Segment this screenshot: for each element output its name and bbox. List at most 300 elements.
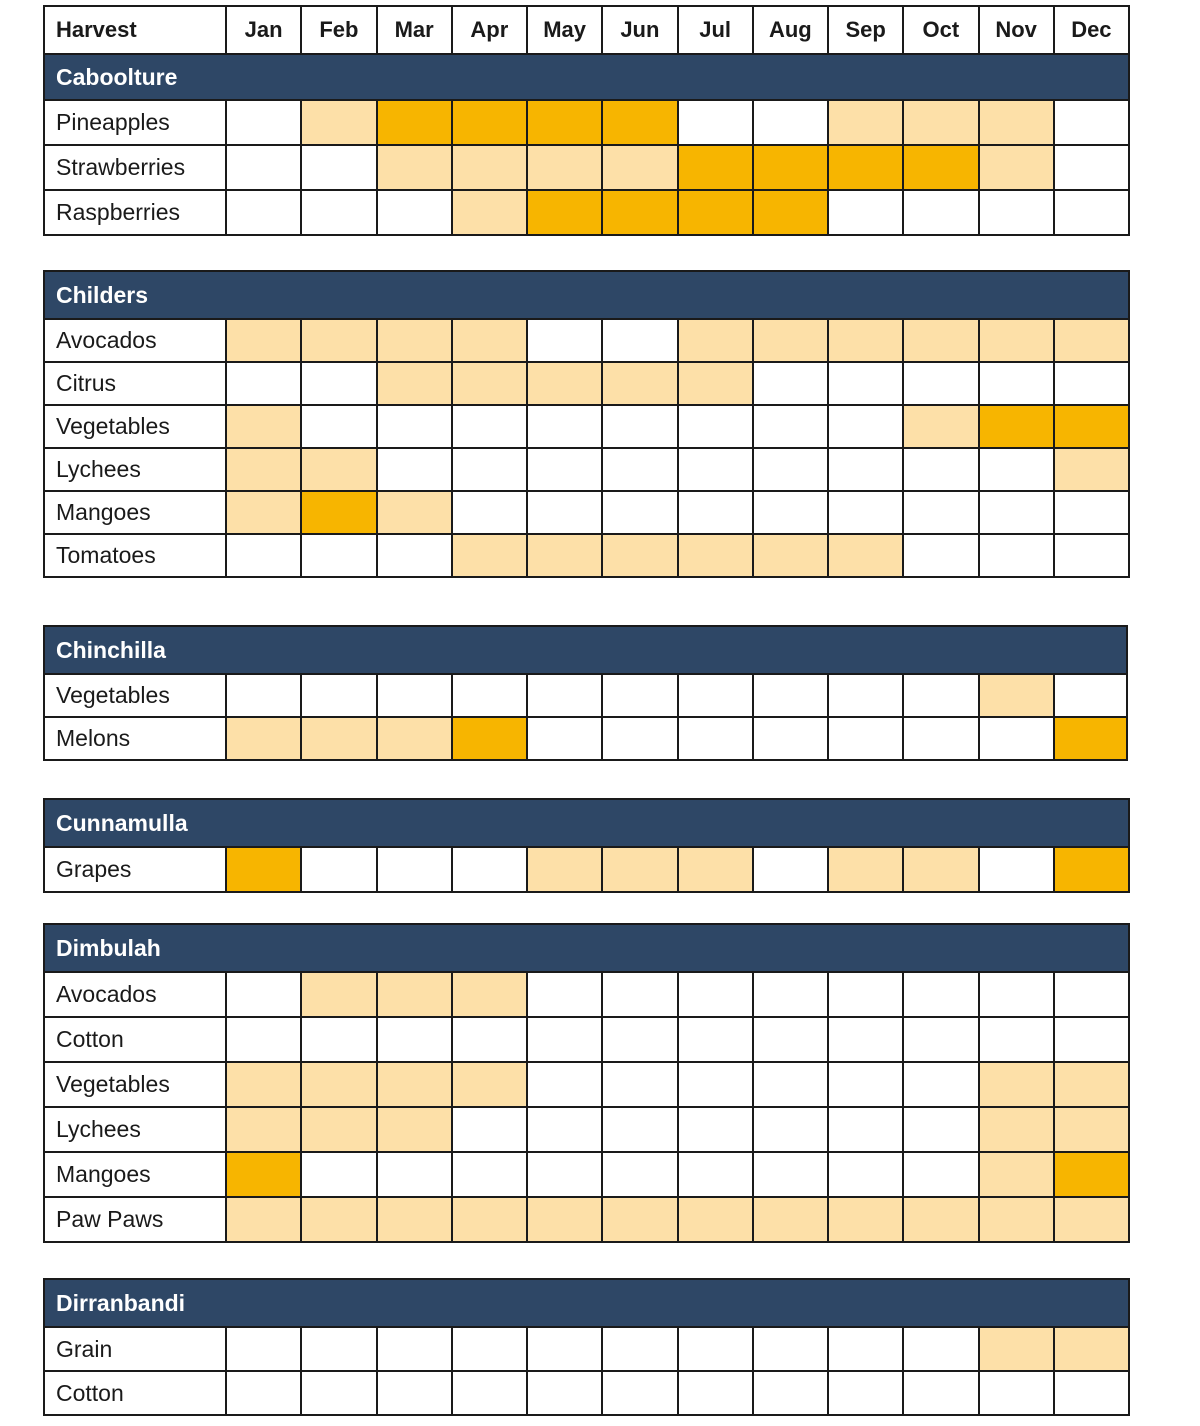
harvest-cell-jun-none [601, 973, 676, 1016]
harvest-cell-jan-light [225, 320, 300, 361]
harvest-cell-apr-light [451, 535, 526, 576]
harvest-cell-jul-none [677, 1063, 752, 1106]
harvest-cell-jun-light [601, 535, 676, 576]
harvest-cell-nov-peak [978, 406, 1053, 447]
harvest-cell-oct-light [902, 320, 977, 361]
region-title: Cunnamulla [45, 800, 1128, 846]
harvest-cell-aug-none [752, 675, 827, 716]
harvest-cell-apr-light [451, 146, 526, 189]
region-block-caboolture [43, 5, 1130, 236]
harvest-cell-jun-light [601, 848, 676, 891]
harvest-cell-oct-none [902, 1372, 977, 1414]
harvest-cell-apr-light [451, 363, 526, 404]
region-block-chinchilla [43, 625, 1128, 761]
month-header-aug: Aug [752, 7, 827, 53]
crop-row [45, 673, 1126, 716]
harvest-cell-oct-none [902, 535, 977, 576]
harvest-cell-dec-none [1053, 146, 1128, 189]
harvest-cell-apr-light [451, 1198, 526, 1241]
harvest-cell-feb-light [300, 101, 375, 144]
harvest-cell-apr-none [451, 1372, 526, 1414]
harvest-cell-apr-light [451, 973, 526, 1016]
harvest-cell-jun-none [601, 449, 676, 490]
harvest-cell-may-none [526, 1328, 601, 1370]
harvest-cell-aug-light [752, 320, 827, 361]
harvest-cell-may-none [526, 1063, 601, 1106]
harvest-cell-sep-none [827, 449, 902, 490]
region-title: Caboolture [45, 53, 1128, 99]
crop-row [45, 716, 1126, 759]
harvest-cell-jun-none [601, 1372, 676, 1414]
harvest-cell-feb-light [300, 718, 375, 759]
harvest-cell-aug-none [752, 1372, 827, 1414]
harvest-cell-nov-none [978, 191, 1053, 234]
harvest-cell-nov-light [978, 320, 1053, 361]
region-block-dirranbandi [43, 1278, 1130, 1416]
month-header-dec: Dec [1053, 7, 1128, 53]
harvest-cell-sep-none [827, 492, 902, 533]
harvest-cell-dec-none [1053, 1018, 1128, 1061]
harvest-cell-apr-peak [451, 718, 526, 759]
harvest-cell-dec-none [1053, 101, 1128, 144]
harvest-cell-aug-none [752, 406, 827, 447]
harvest-cell-mar-light [376, 363, 451, 404]
harvest-cell-may-none [526, 1108, 601, 1151]
harvest-cell-may-peak [526, 191, 601, 234]
harvest-cell-nov-none [978, 363, 1053, 404]
crop-row [45, 490, 1128, 533]
month-header-jul: Jul [677, 7, 752, 53]
harvest-cell-jun-none [601, 1063, 676, 1106]
harvest-cell-jul-none [677, 1108, 752, 1151]
harvest-cell-sep-none [827, 718, 902, 759]
harvest-cell-sep-none [827, 1108, 902, 1151]
harvest-cell-jul-none [677, 101, 752, 144]
harvest-cell-dec-peak [1053, 1153, 1128, 1196]
harvest-cell-feb-none [300, 406, 375, 447]
crop-row [45, 447, 1128, 490]
harvest-cell-feb-peak [300, 492, 375, 533]
harvest-cell-oct-light [902, 848, 977, 891]
harvest-cell-jan-none [225, 535, 300, 576]
harvest-cell-jan-none [225, 1372, 300, 1414]
harvest-cell-jun-light [601, 1198, 676, 1241]
crop-name: Pineapples [56, 109, 170, 135]
harvest-cell-may-none [526, 406, 601, 447]
harvest-cell-sep-light [827, 1198, 902, 1241]
harvest-cell-sep-none [827, 406, 902, 447]
harvest-cell-jun-none [601, 1108, 676, 1151]
crop-name: Avocados [56, 327, 157, 353]
harvest-cell-sep-none [827, 191, 902, 234]
harvest-cell-oct-none [902, 1108, 977, 1151]
harvest-cell-apr-light [451, 1063, 526, 1106]
harvest-cell-jan-light [225, 1063, 300, 1106]
harvest-cell-mar-light [376, 718, 451, 759]
harvest-cell-aug-light [752, 535, 827, 576]
harvest-cell-oct-none [902, 1153, 977, 1196]
crop-row [45, 971, 1128, 1016]
harvest-cell-sep-none [827, 1328, 902, 1370]
harvest-cell-jul-none [677, 675, 752, 716]
region-title: Dimbulah [45, 925, 1128, 971]
harvest-cell-feb-none [300, 1018, 375, 1061]
crop-row [45, 533, 1128, 576]
crop-name: Tomatoes [56, 542, 156, 568]
crop-name: Strawberries [56, 154, 186, 180]
harvest-cell-mar-light [376, 492, 451, 533]
harvest-cell-oct-none [902, 675, 977, 716]
harvest-cell-sep-none [827, 973, 902, 1016]
header-row [45, 7, 1128, 53]
crop-row [45, 361, 1128, 404]
harvest-cell-mar-light [376, 1198, 451, 1241]
harvest-cell-sep-light [827, 535, 902, 576]
harvest-cell-feb-none [300, 146, 375, 189]
harvest-cell-nov-none [978, 492, 1053, 533]
harvest-cell-jan-none [225, 101, 300, 144]
harvest-cell-nov-none [978, 535, 1053, 576]
harvest-cell-feb-light [300, 973, 375, 1016]
crop-row [45, 144, 1128, 189]
harvest-cell-may-none [526, 449, 601, 490]
harvest-cell-apr-none [451, 1108, 526, 1151]
month-header-jun: Jun [601, 7, 676, 53]
harvest-cell-aug-none [752, 1153, 827, 1196]
crop-row [45, 1370, 1128, 1414]
harvest-cell-sep-peak [827, 146, 902, 189]
harvest-cell-jun-none [601, 1328, 676, 1370]
harvest-cell-mar-peak [376, 101, 451, 144]
harvest-cell-mar-none [376, 535, 451, 576]
harvest-cell-mar-none [376, 675, 451, 716]
harvest-cell-apr-none [451, 1153, 526, 1196]
harvest-cell-nov-none [978, 848, 1053, 891]
harvest-cell-nov-light [978, 101, 1053, 144]
harvest-cell-nov-light [978, 675, 1053, 716]
harvest-cell-oct-none [902, 492, 977, 533]
crop-row [45, 1016, 1128, 1061]
harvest-cell-sep-light [827, 101, 902, 144]
harvest-cell-aug-none [752, 492, 827, 533]
harvest-cell-aug-peak [752, 146, 827, 189]
harvest-cell-jul-light [677, 363, 752, 404]
month-header-mar: Mar [376, 7, 451, 53]
harvest-cell-jan-none [225, 973, 300, 1016]
harvest-cell-sep-light [827, 320, 902, 361]
harvest-column-header: Harvest [56, 17, 137, 42]
harvest-cell-jul-light [677, 1198, 752, 1241]
crop-row [45, 1061, 1128, 1106]
harvest-cell-jun-none [601, 492, 676, 533]
harvest-cell-jun-none [601, 1018, 676, 1061]
crop-name: Paw Paws [56, 1206, 164, 1232]
harvest-cell-dec-light [1053, 1108, 1128, 1151]
harvest-cell-may-none [526, 1372, 601, 1414]
harvest-cell-aug-none [752, 101, 827, 144]
crop-name: Lychees [56, 456, 141, 482]
harvest-cell-mar-none [376, 191, 451, 234]
harvest-cell-jul-light [677, 535, 752, 576]
harvest-cell-sep-none [827, 1018, 902, 1061]
harvest-cell-may-light [526, 848, 601, 891]
harvest-cell-dec-none [1053, 492, 1128, 533]
harvest-cell-aug-light [752, 1198, 827, 1241]
harvest-cell-dec-none [1053, 191, 1128, 234]
harvest-cell-jan-peak [225, 1153, 300, 1196]
harvest-cell-oct-light [902, 1198, 977, 1241]
harvest-cell-jul-none [677, 492, 752, 533]
harvest-cell-apr-peak [451, 101, 526, 144]
region-title: Childers [45, 272, 1128, 318]
harvest-cell-feb-none [300, 1153, 375, 1196]
harvest-cell-may-light [526, 146, 601, 189]
crop-row [45, 1106, 1128, 1151]
harvest-cell-mar-light [376, 1063, 451, 1106]
harvest-cell-apr-none [451, 848, 526, 891]
harvest-cell-jul-none [677, 1372, 752, 1414]
harvest-cell-may-peak [526, 101, 601, 144]
harvest-cell-nov-none [978, 1018, 1053, 1061]
harvest-cell-feb-none [300, 535, 375, 576]
crop-name: Cotton [56, 1026, 124, 1052]
region-block-cunnamulla [43, 798, 1130, 893]
harvest-cell-jun-none [601, 320, 676, 361]
harvest-cell-nov-none [978, 718, 1053, 759]
harvest-cell-apr-none [451, 449, 526, 490]
harvest-cell-jan-none [225, 1328, 300, 1370]
harvest-cell-apr-light [451, 191, 526, 234]
crop-name: Mangoes [56, 1161, 151, 1187]
harvest-cell-sep-none [827, 363, 902, 404]
harvest-cell-oct-none [902, 191, 977, 234]
harvest-cell-aug-none [752, 1108, 827, 1151]
harvest-cell-jun-peak [601, 101, 676, 144]
crop-row [45, 99, 1128, 144]
harvest-cell-dec-none [1053, 1372, 1128, 1414]
harvest-cell-jan-light [225, 406, 300, 447]
harvest-cell-mar-light [376, 973, 451, 1016]
harvest-cell-feb-none [300, 363, 375, 404]
harvest-cell-jan-none [225, 363, 300, 404]
harvest-cell-sep-none [827, 1153, 902, 1196]
harvest-cell-jul-peak [677, 191, 752, 234]
harvest-cell-apr-none [451, 1018, 526, 1061]
crop-name: Vegetables [56, 413, 170, 439]
harvest-cell-nov-light [978, 1063, 1053, 1106]
month-header-jan: Jan [225, 7, 300, 53]
crop-name: Vegetables [56, 682, 170, 708]
harvest-cell-jun-none [601, 1153, 676, 1196]
harvest-cell-mar-none [376, 1328, 451, 1370]
harvest-cell-dec-none [1053, 363, 1128, 404]
harvest-cell-dec-none [1053, 535, 1128, 576]
harvest-cell-dec-peak [1053, 848, 1128, 891]
harvest-cell-may-light [526, 535, 601, 576]
harvest-cell-may-light [526, 1198, 601, 1241]
harvest-cell-apr-none [451, 675, 526, 716]
harvest-cell-feb-none [300, 848, 375, 891]
harvest-cell-jan-none [225, 191, 300, 234]
harvest-cell-feb-none [300, 1328, 375, 1370]
month-header-nov: Nov [978, 7, 1053, 53]
crop-row [45, 189, 1128, 234]
harvest-cell-oct-none [902, 1328, 977, 1370]
region-block-dimbulah [43, 923, 1130, 1243]
harvest-cell-aug-peak [752, 191, 827, 234]
harvest-cell-oct-none [902, 1063, 977, 1106]
month-header-may: May [526, 7, 601, 53]
harvest-cell-feb-light [300, 449, 375, 490]
harvest-cell-jan-none [225, 146, 300, 189]
harvest-cell-jul-light [677, 320, 752, 361]
harvest-cell-apr-light [451, 320, 526, 361]
harvest-cell-may-none [526, 320, 601, 361]
harvest-cell-nov-light [978, 1328, 1053, 1370]
harvest-cell-dec-light [1053, 1063, 1128, 1106]
harvest-cell-oct-peak [902, 146, 977, 189]
harvest-cell-sep-none [827, 1372, 902, 1414]
harvest-cell-jan-none [225, 675, 300, 716]
crop-row [45, 1151, 1128, 1196]
harvest-cell-sep-light [827, 848, 902, 891]
harvest-cell-aug-none [752, 848, 827, 891]
harvest-cell-jul-light [677, 848, 752, 891]
harvest-cell-may-none [526, 675, 601, 716]
harvest-cell-feb-light [300, 1063, 375, 1106]
harvest-cell-mar-none [376, 1372, 451, 1414]
harvest-cell-may-none [526, 1018, 601, 1061]
harvest-cell-jun-light [601, 363, 676, 404]
harvest-cell-jan-light [225, 718, 300, 759]
harvest-cell-aug-none [752, 449, 827, 490]
harvest-cell-feb-light [300, 1198, 375, 1241]
harvest-cell-dec-peak [1053, 718, 1126, 759]
harvest-cell-oct-none [902, 449, 977, 490]
harvest-cell-mar-light [376, 146, 451, 189]
crop-name: Raspberries [56, 199, 180, 225]
harvest-cell-jul-none [677, 718, 752, 759]
month-header-sep: Sep [827, 7, 902, 53]
harvest-cell-aug-none [752, 973, 827, 1016]
crop-name: Cotton [56, 1379, 124, 1406]
crop-row [45, 318, 1128, 361]
harvest-cell-may-none [526, 718, 601, 759]
crop-row [45, 846, 1128, 891]
harvest-cell-jul-none [677, 1153, 752, 1196]
crop-row [45, 404, 1128, 447]
crop-name: Citrus [56, 370, 117, 396]
harvest-cell-jul-peak [677, 146, 752, 189]
harvest-cell-sep-none [827, 1063, 902, 1106]
harvest-cell-mar-none [376, 406, 451, 447]
harvest-cell-mar-light [376, 320, 451, 361]
harvest-cell-oct-none [902, 1018, 977, 1061]
region-title: Dirranbandi [45, 1280, 1128, 1326]
harvest-cell-dec-light [1053, 1198, 1128, 1241]
harvest-cell-may-none [526, 973, 601, 1016]
harvest-cell-mar-none [376, 449, 451, 490]
harvest-cell-nov-light [978, 1153, 1053, 1196]
harvest-cell-feb-none [300, 1372, 375, 1414]
harvest-cell-jan-light [225, 1108, 300, 1151]
harvest-cell-apr-none [451, 492, 526, 533]
harvest-cell-oct-light [902, 406, 977, 447]
crop-name: Lychees [56, 1116, 141, 1142]
harvest-cell-sep-none [827, 675, 902, 716]
harvest-cell-jul-none [677, 449, 752, 490]
harvest-cell-jul-none [677, 1328, 752, 1370]
harvest-cell-nov-light [978, 1108, 1053, 1151]
harvest-cell-dec-light [1053, 1328, 1128, 1370]
harvest-cell-oct-none [902, 973, 977, 1016]
harvest-cell-jan-peak [225, 848, 300, 891]
month-header-feb: Feb [300, 7, 375, 53]
harvest-cell-oct-none [902, 718, 977, 759]
harvest-cell-dec-none [1053, 973, 1128, 1016]
crop-name: Vegetables [56, 1071, 170, 1097]
crop-name: Grapes [56, 856, 132, 882]
harvest-cell-oct-none [902, 363, 977, 404]
harvest-cell-mar-light [376, 1108, 451, 1151]
harvest-cell-aug-none [752, 718, 827, 759]
harvest-cell-aug-none [752, 1063, 827, 1106]
harvest-cell-jan-light [225, 1198, 300, 1241]
harvest-cell-jun-none [601, 675, 676, 716]
harvest-cell-feb-none [300, 675, 375, 716]
crop-row [45, 1326, 1128, 1370]
harvest-cell-jul-none [677, 406, 752, 447]
month-header-apr: Apr [451, 7, 526, 53]
harvest-cell-jun-none [601, 718, 676, 759]
harvest-cell-nov-none [978, 1372, 1053, 1414]
crop-name: Grain [56, 1335, 113, 1362]
harvest-cell-mar-none [376, 1018, 451, 1061]
harvest-cell-jun-none [601, 406, 676, 447]
harvest-cell-jul-none [677, 1018, 752, 1061]
harvest-cell-nov-light [978, 1198, 1053, 1241]
crop-name: Mangoes [56, 499, 151, 525]
harvest-cell-jun-light [601, 146, 676, 189]
harvest-cell-may-light [526, 363, 601, 404]
harvest-cell-apr-none [451, 1328, 526, 1370]
harvest-cell-feb-light [300, 1108, 375, 1151]
harvest-cell-dec-peak [1053, 406, 1128, 447]
harvest-cell-nov-none [978, 449, 1053, 490]
harvest-cell-dec-light [1053, 320, 1128, 361]
harvest-cell-feb-light [300, 320, 375, 361]
harvest-cell-may-none [526, 492, 601, 533]
harvest-cell-jan-none [225, 1018, 300, 1061]
crop-name: Avocados [56, 981, 157, 1007]
harvest-cell-nov-none [978, 973, 1053, 1016]
crop-row [45, 1196, 1128, 1241]
harvest-cell-aug-none [752, 363, 827, 404]
harvest-cell-jun-peak [601, 191, 676, 234]
region-title: Chinchilla [45, 627, 1126, 673]
harvest-cell-apr-none [451, 406, 526, 447]
harvest-cell-aug-none [752, 1018, 827, 1061]
harvest-cell-jan-light [225, 449, 300, 490]
harvest-cell-jul-none [677, 973, 752, 1016]
harvest-cell-aug-none [752, 1328, 827, 1370]
harvest-cell-dec-none [1053, 675, 1126, 716]
harvest-cell-may-none [526, 1153, 601, 1196]
harvest-cell-oct-light [902, 101, 977, 144]
month-header-oct: Oct [902, 7, 977, 53]
harvest-cell-feb-none [300, 191, 375, 234]
harvest-cell-mar-none [376, 848, 451, 891]
